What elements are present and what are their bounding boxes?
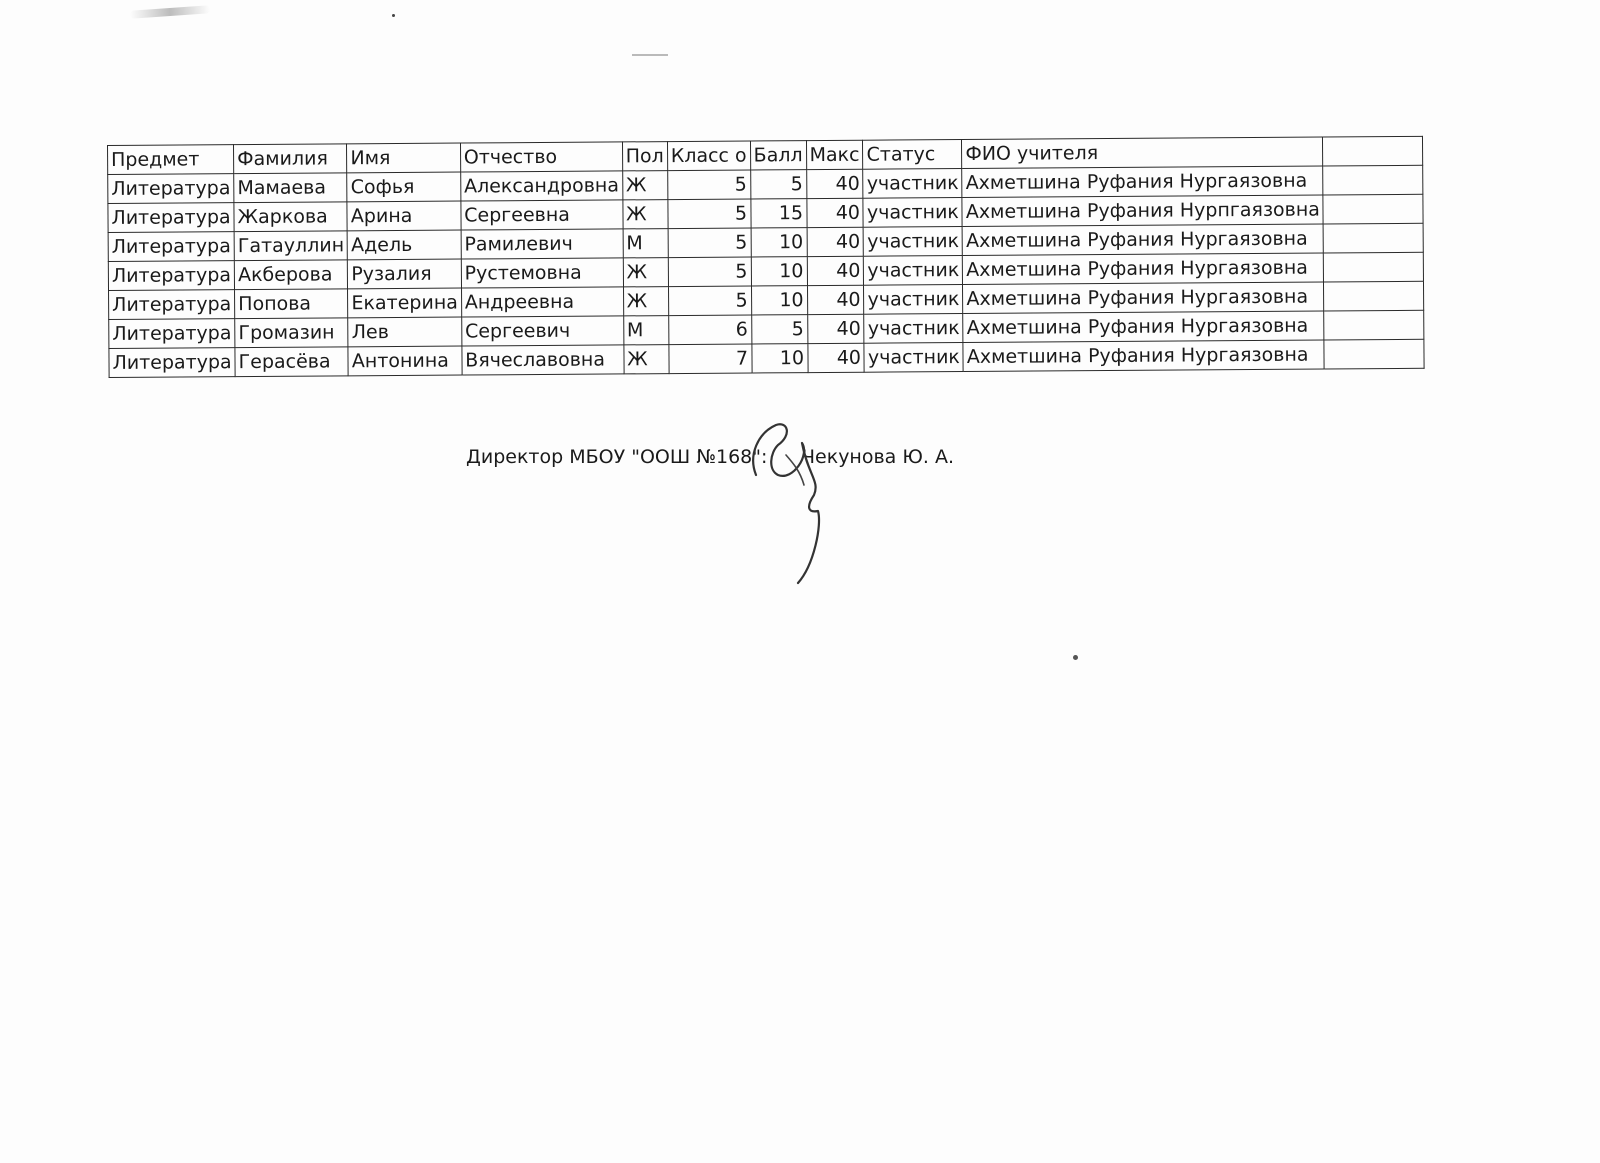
header-last-name: Фамилия: [234, 144, 347, 174]
cell-class: 7: [669, 344, 752, 374]
cell-score: 10: [751, 344, 807, 373]
cell-teacher: Ахметшина Руфания Нургаязовна: [963, 340, 1324, 372]
cell-first-name: Рузалия: [348, 259, 462, 289]
results-table: [107, 136, 1425, 378]
cell-max: 40: [807, 227, 864, 256]
header-patronymic: Отчество: [460, 142, 622, 172]
cell-status: участник: [863, 169, 962, 199]
cell-score: 5: [750, 170, 806, 199]
cell-empty: [1324, 223, 1424, 253]
cell-status: участник: [864, 227, 963, 257]
scan-mark: [632, 54, 668, 56]
cell-teacher: Ахметшина Руфания Нургаязовна: [963, 282, 1324, 314]
cell-teacher: Ахметшина Руфания Нургаязовна: [963, 253, 1324, 285]
cell-sex: Ж: [623, 258, 668, 287]
cell-last-name: Попова: [235, 289, 348, 319]
cell-last-name: Мамаева: [234, 173, 347, 203]
cell-first-name: Адель: [347, 230, 461, 260]
cell-empty: [1324, 339, 1424, 369]
cell-empty: [1324, 310, 1424, 340]
cell-last-name: Гатауллин: [234, 231, 347, 261]
cell-teacher: Ахметшина Руфания Нургаязовна: [962, 224, 1323, 256]
header-teacher: ФИО учителя: [962, 137, 1323, 169]
cell-patronymic: Сергеевич: [461, 316, 623, 346]
cell-empty: [1324, 252, 1424, 282]
cell-empty: [1323, 165, 1423, 195]
cell-status: участник: [864, 285, 963, 315]
header-class: Класс о: [667, 141, 750, 171]
cell-first-name: Лев: [348, 317, 462, 347]
cell-teacher: Ахметшина Руфания Нургаязовна: [962, 166, 1323, 198]
scan-smudge: [130, 5, 210, 19]
cell-first-name: Антонина: [348, 346, 462, 376]
cell-sex: Ж: [624, 345, 669, 374]
cell-class: 5: [668, 228, 751, 258]
cell-last-name: Жаркова: [234, 202, 347, 232]
cell-max: 40: [807, 314, 864, 343]
cell-subject: Литература: [108, 203, 234, 233]
cell-status: участник: [864, 256, 963, 286]
cell-empty: [1323, 194, 1423, 224]
cell-subject: Литература: [109, 290, 235, 320]
cell-class: 5: [668, 286, 751, 316]
cell-teacher: Ахметшина Руфания Нурпгаязовна: [962, 195, 1323, 227]
handwritten-signature: [748, 415, 848, 595]
cell-sex: М: [623, 229, 668, 258]
cell-max: 40: [807, 285, 864, 314]
header-score: Балл: [750, 141, 806, 170]
director-name: Чекунова Ю. А.: [802, 446, 954, 468]
cell-score: 15: [750, 199, 806, 228]
cell-max: 40: [807, 256, 864, 285]
header-max: Макс: [806, 140, 863, 169]
cell-class: 5: [668, 257, 751, 287]
cell-max: 40: [806, 198, 863, 227]
cell-patronymic: Александровна: [460, 171, 622, 201]
header-first-name: Имя: [347, 143, 461, 173]
cell-first-name: Софья: [347, 172, 461, 202]
cell-sex: Ж: [623, 200, 668, 229]
cell-subject: Литература: [109, 348, 235, 378]
table-body: [108, 165, 1425, 377]
cell-class: 5: [668, 199, 751, 229]
cell-status: участник: [864, 343, 963, 373]
header-status: Статус: [863, 140, 962, 170]
cell-patronymic: Сергеевна: [461, 200, 623, 230]
cell-score: 10: [751, 228, 807, 257]
cell-patronymic: Рустемовна: [461, 258, 623, 288]
cell-empty: [1324, 281, 1424, 311]
cell-patronymic: Вячеславовна: [462, 345, 624, 375]
cell-status: участник: [864, 314, 963, 344]
cell-subject: Литература: [108, 174, 234, 204]
cell-first-name: Екатерина: [348, 288, 462, 318]
director-label: Директор МБОУ "ООШ №168":: [466, 446, 768, 468]
cell-class: 5: [667, 170, 750, 200]
cell-sex: Ж: [622, 171, 667, 200]
cell-sex: Ж: [623, 287, 668, 316]
cell-subject: Литература: [109, 319, 235, 349]
cell-score: 10: [751, 286, 807, 315]
cell-subject: Литература: [108, 232, 234, 262]
cell-last-name: Акберова: [234, 260, 347, 290]
scan-dot: [1073, 655, 1078, 660]
cell-status: участник: [863, 198, 962, 228]
header-subject: Предмет: [108, 145, 234, 175]
cell-patronymic: Рамилевич: [461, 229, 623, 259]
cell-subject: Литература: [108, 261, 234, 291]
cell-max: 40: [806, 169, 863, 198]
header-empty: [1323, 136, 1423, 166]
cell-patronymic: Андреевна: [461, 287, 623, 317]
cell-last-name: Громазин: [235, 318, 348, 348]
cell-last-name: Герасёва: [235, 347, 348, 377]
header-sex: Пол: [622, 142, 667, 171]
cell-first-name: Арина: [347, 201, 461, 231]
cell-max: 40: [807, 343, 864, 372]
cell-sex: М: [623, 316, 668, 345]
cell-teacher: Ахметшина Руфания Нургаязовна: [963, 311, 1324, 343]
cell-score: 5: [751, 315, 807, 344]
cell-class: 6: [668, 315, 751, 345]
signature-line: [466, 446, 954, 468]
cell-score: 10: [751, 257, 807, 286]
scan-dot: [392, 14, 395, 17]
